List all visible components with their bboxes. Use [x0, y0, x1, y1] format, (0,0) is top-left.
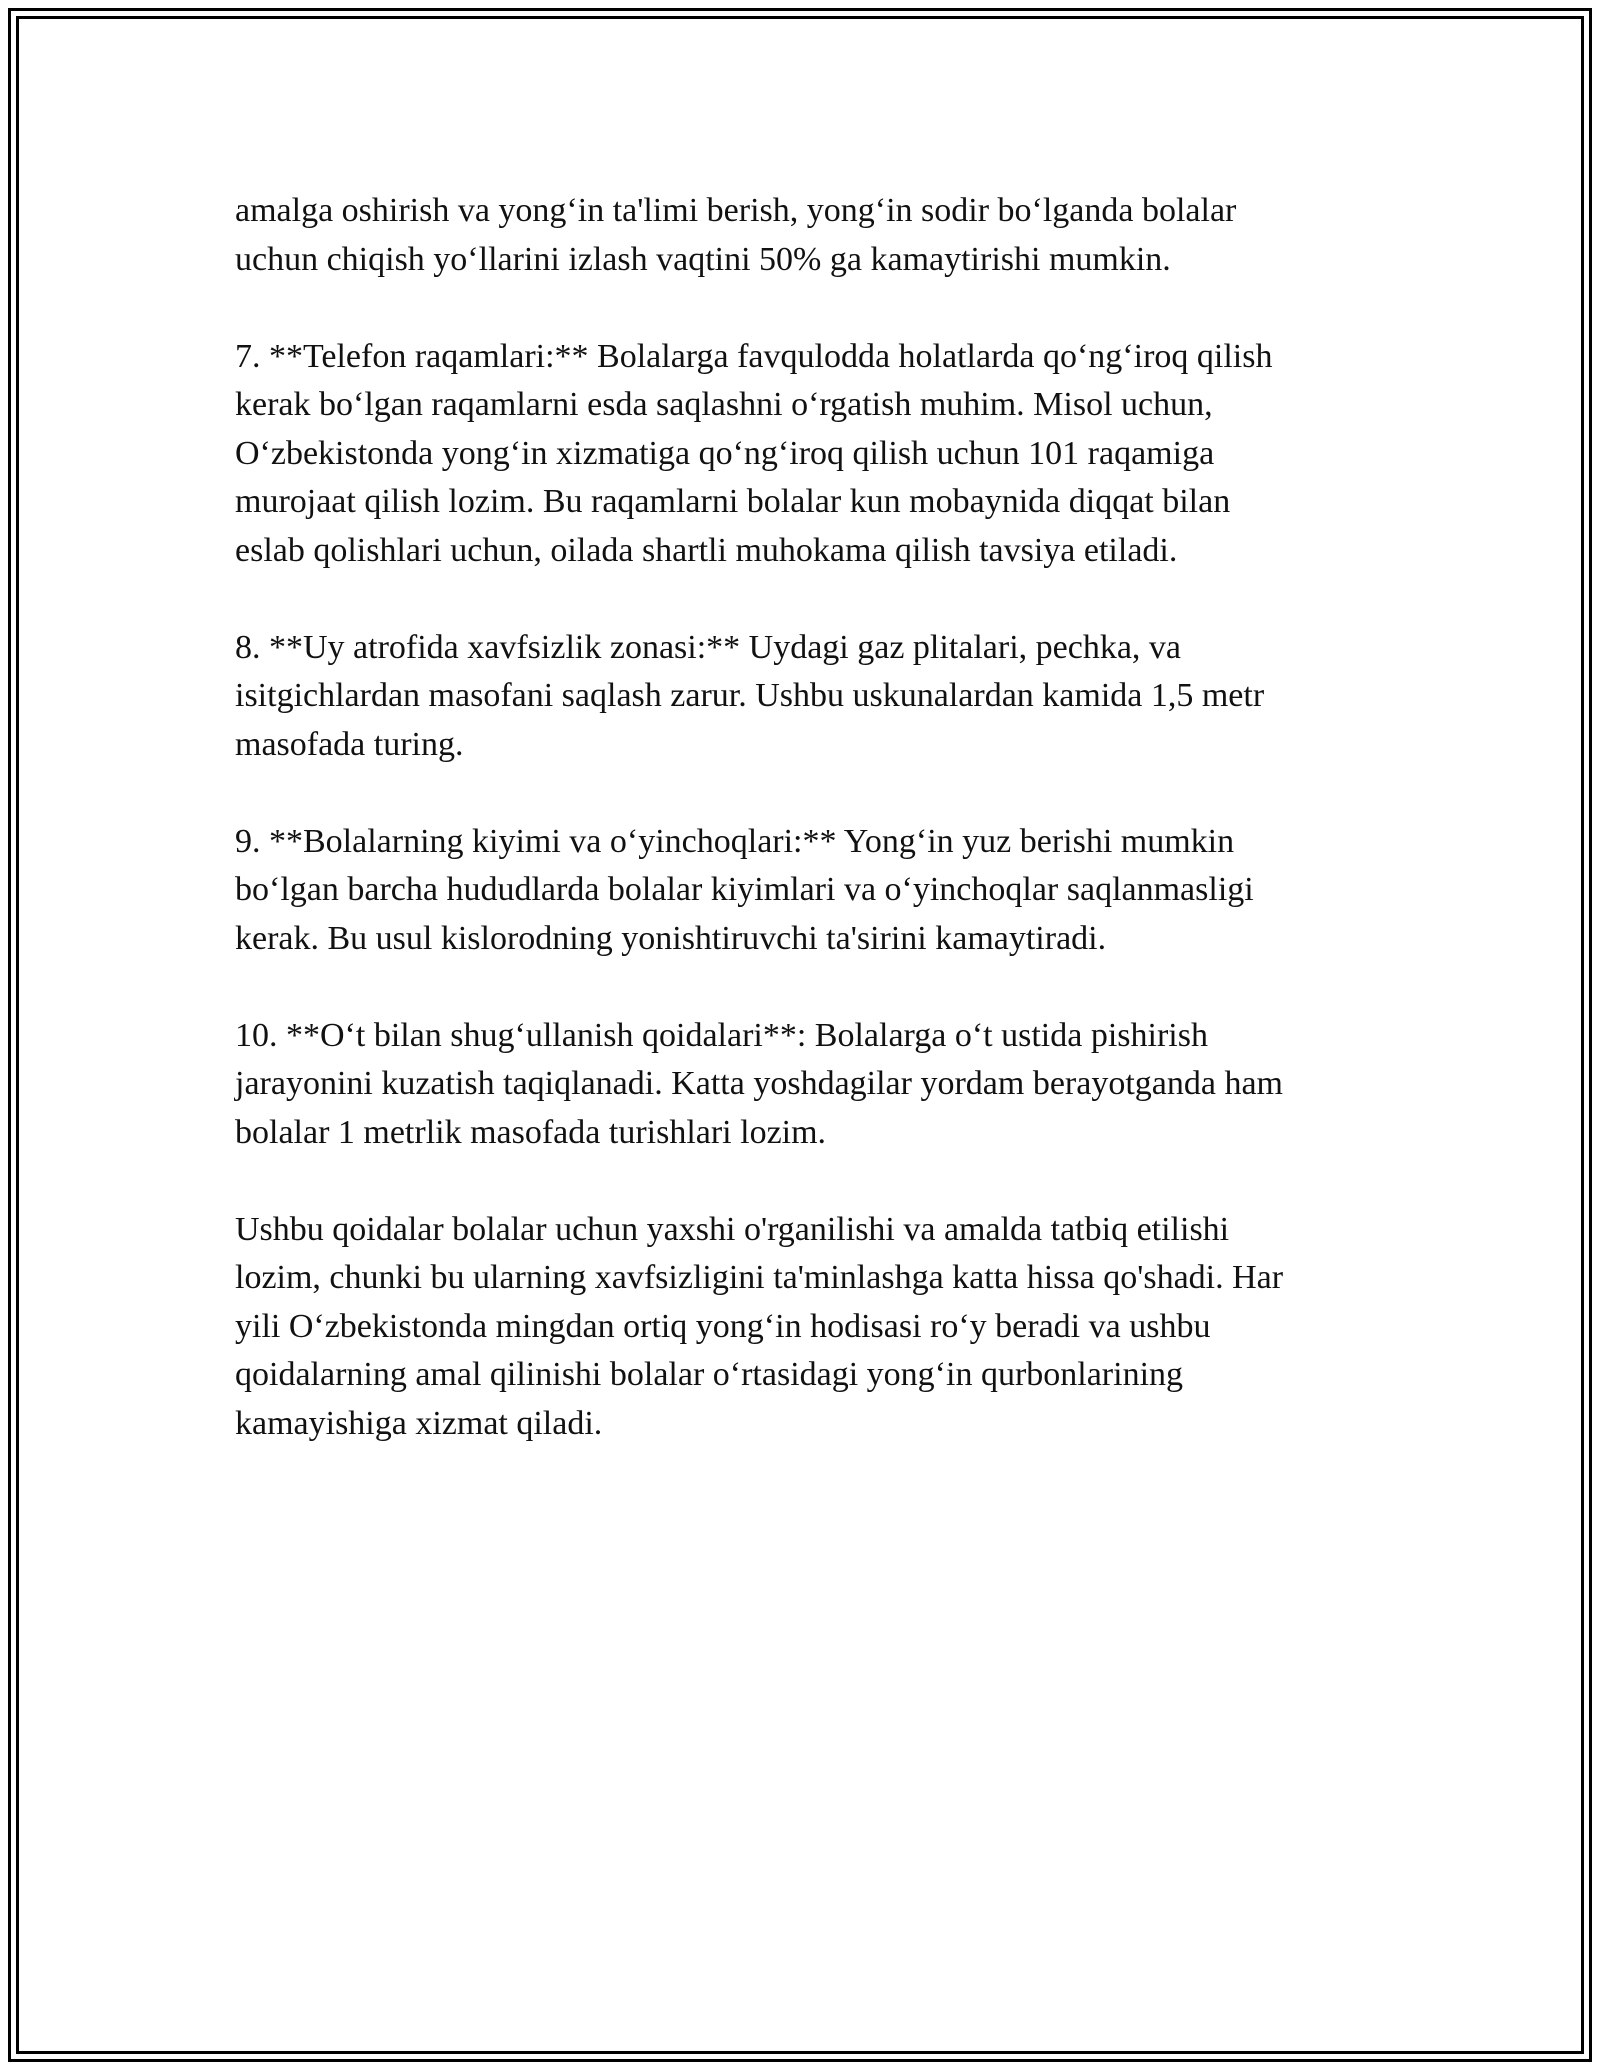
paragraph-intro-continuation: amalga oshirish va yong‘in ta'limi berish, yong‘in sodir bo‘lganda bolalar uchun chiqish yo‘llarini izlash vaqtini 50% ga kamaytirishi mumkin. [235, 192, 1237, 278]
paragraph-item-9-clothing-toys: 9. **Bolalarning kiyimi va o‘yinchoqlari:** Yong‘in yuz berishi mumkin bo‘lgan barcha hududlarda bolalar kiyimlari va o‘yinchoqlar saqlanmasligi kerak. Bu usul kislorodning yonishtiruvchi ta'sirini kamaytiradi. [235, 822, 1254, 957]
paragraph-item-8-safety-zone: 8. **Uy atrofida xavfsizlik zonasi:** Uydagi gaz plitalari, pechka, va isitgichlardan masofani saqlash zarur. Ushbu uskunalardan kamida 1,5 metr masofada turing. [235, 628, 1265, 763]
paragraph-conclusion: Ushbu qoidalar bolalar uchun yaxshi o'rganilishi va amalda tatbiq etilishi lozim, chunki bu ularning xavfsizligini ta'minlashga katta hissa qo'shadi. Har yili O‘zbekistonda mingdan ortiq yong‘in hodisasi ro‘y beradi va ushbu qoidalarning amal qilinishi bolalar o‘rtasidagi yong‘in qurbonlarining kamayishiga xizmat qiladi. [235, 1210, 1284, 1442]
document-body [235, 187, 1380, 1497]
paragraph-item-10-fire-rules: 10. **O‘t bilan shug‘ullanish qoidalari**: Bolalarga o‘t ustida pishirish jarayonini kuzatish taqiqlanadi. Katta yoshdagilar yordam berayotganda ham bolalar 1 metrlik masofada turishlari lozim. [235, 1016, 1283, 1151]
paragraph-item-7-phone-numbers: 7. **Telefon raqamlari:** Bolalarga favqulodda holatlarda qo‘ng‘iroq qilish kerak bo‘lgan raqamlarni esda saqlashni o‘rgatish muhim. Misol uchun, O‘zbekistonda yong‘in xizmatiga qo‘ng‘iroq qilish uchun 101 raqamiga murojaat qilish lozim. Bu raqamlarni bolalar kun mobaynida diqqat bilan eslab qolishlari uchun, oilada shartli muhokama qilish tavsiya etiladi. [235, 337, 1273, 569]
